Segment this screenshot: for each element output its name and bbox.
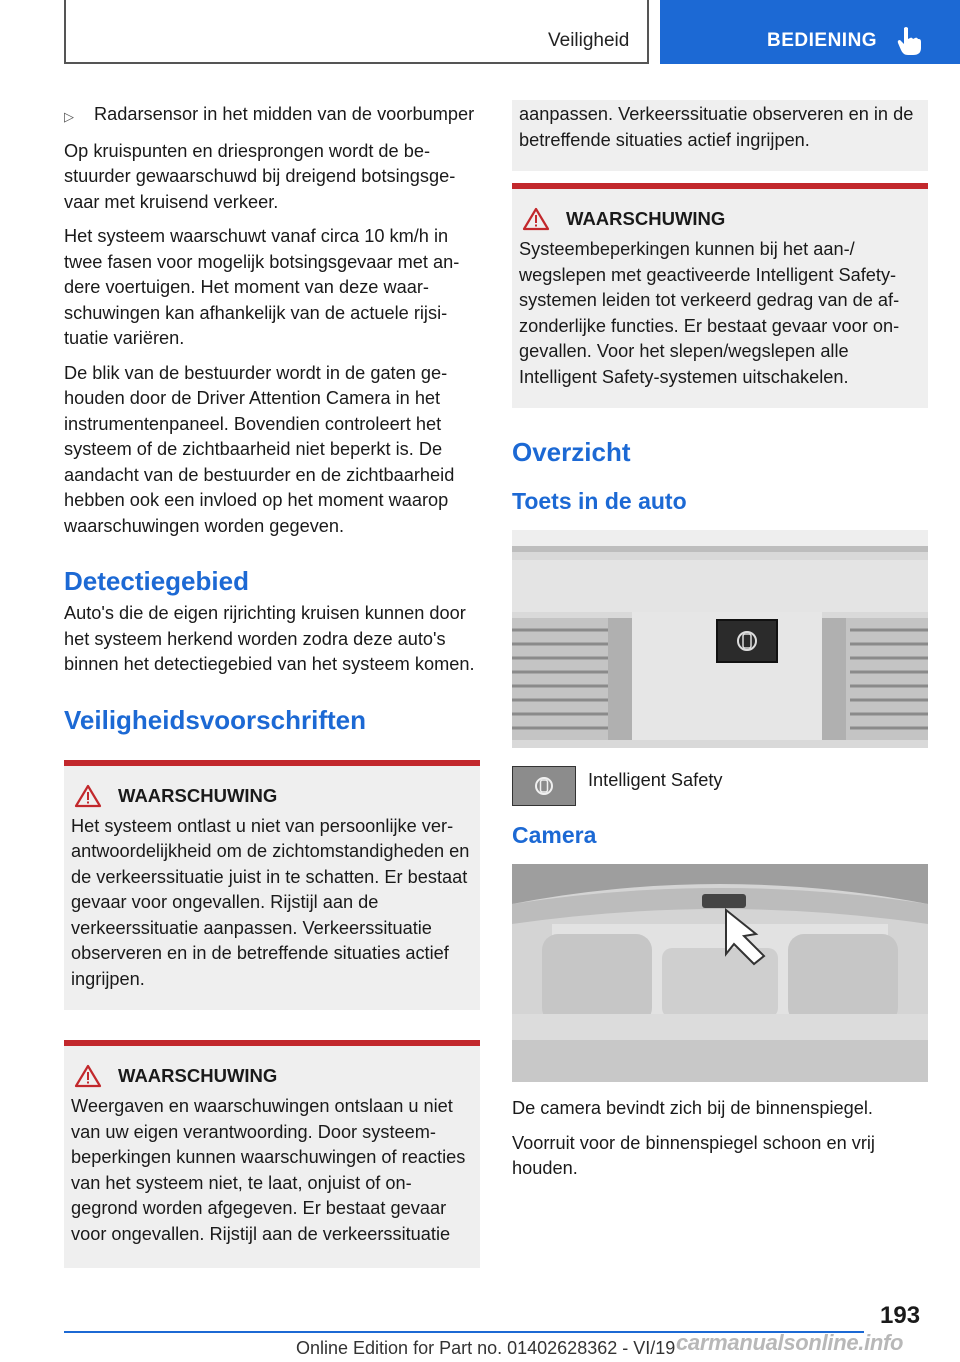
warning-title: WAARSCHUWING	[566, 208, 726, 229]
paragraph-blik: De blik van de bestuurder wordt in de gaten gehouden door de Driver Attention Camera in het instrumentenpaneel. Bovendien controleert het systeem of de zichtbaarheid niet beperkt is. De aandacht van de bestuurder en de zichtbaarheid hebben ook een invloed op het moment waarop waarschuwingen worden gegeven.	[64, 362, 455, 536]
right-column	[512, 102, 928, 1191]
dashboard-vents-illustration	[512, 530, 928, 748]
warning-title: WAARSCHUWING	[118, 1065, 278, 1086]
interior-camera-illustration	[512, 864, 928, 1082]
camera-location-image	[512, 864, 928, 1082]
left-column	[64, 102, 480, 1268]
footer-watermark: carmanualsonline.info	[676, 1330, 904, 1355]
paragraph-kruispunten: Op kruispunten en driesprongen wordt de bestuurder gewaarschuwd bij dreigend botsingsgevaar met kruisend verkeer.	[64, 140, 456, 212]
bullet-item	[64, 102, 480, 130]
dashboard-button-image	[512, 530, 928, 748]
paragraph-camera-location: De camera bevindt zich bij de binnenspiegel.	[512, 1098, 873, 1118]
header-tab-label: BEDIENING	[767, 30, 878, 51]
warning-text: Weergaven en waarschuwingen ontslaan u niet van uw eigen verantwoording. Door systeembeperkingen kunnen waarschuwingen of reacties van het systeem niet, te laat, onjuist of ongegrond worden afgegeven. Er bestaat gevaar voor ongevallen. Rijstijl aan de verkeerssituatie	[71, 1096, 466, 1244]
warning-box-3	[512, 183, 928, 408]
warning-triangle-icon	[522, 207, 550, 231]
paragraph-detectiegebied: Auto's die de eigen rijrichting kruisen kunnen door het systeem herkend worden zodra deze auto's binnen het detectiegebied van het systeem komen.	[64, 603, 475, 674]
page-number: 193	[880, 1302, 921, 1329]
header-tab-bediening[interactable]	[660, 0, 960, 64]
legend-row	[512, 766, 928, 806]
bullet-text: Radarsensor in het midden van de voorbumper	[94, 104, 475, 124]
pointing-hand-icon	[896, 26, 922, 56]
heading-detectiegebied: Detectiegebied	[64, 566, 249, 596]
triangle-bullet-icon: ▷	[64, 109, 74, 124]
warning-header	[519, 207, 918, 231]
paragraph-camera-clean: Voorruit voor de binnenspiegel schoon en vrij houden.	[512, 1132, 875, 1178]
warning-header	[71, 784, 470, 808]
heading-veiligheidsvoorschriften: Veiligheidsvoorschriften	[64, 704, 366, 735]
paragraph-waarschuwt: Het systeem waarschuwt vanaf circa 10 km/h in twee fasen voor mogelijk botsingsgevaar met andere voertuigen. Het moment van deze waarschuwingen kan afhankelijk van de actuele rijsituatie variëren.	[64, 226, 460, 348]
warning-box-2-continued: aanpassen. Verkeerssituatie observeren en in de betreffende situaties actief ingrijpen.	[512, 100, 928, 171]
header-section-title: Veiligheid	[548, 30, 630, 51]
warning-triangle-icon	[74, 1064, 102, 1088]
heading-overzicht: Overzicht	[512, 437, 631, 467]
warning-triangle-icon	[74, 784, 102, 808]
warning-text: Systeembeperkingen kunnen bij het aan-/ wegslepen met geactiveerde Intelligent Safety-systemen leiden tot verkeerd gedrag van de afzonderlijke functies. Er bestaat gevaar voor ongevallen. Voor het slepen/wegslepen alle Intelligent Safety-systemen uitschakelen.	[519, 239, 900, 387]
intelligent-safety-button-icon	[512, 766, 576, 806]
warning-box-2	[64, 1040, 480, 1268]
warning-text: Het systeem ontlast u niet van persoonlijke verantwoordelijkheid om de zichtomstandigheden en de verkeerssituatie juist in te schatten. Er bestaat gevaar voor ongevallen. Rijstijl aan de verkeerssituatie aanpassen. Verkeerssituatie observeren en in de betreffende situaties actief ingrijpen.	[71, 815, 470, 989]
heading-camera: Camera	[512, 822, 597, 848]
warning-box-1	[64, 760, 480, 1011]
warning-title: WAARSCHUWING	[118, 784, 278, 806]
warning-header	[71, 1064, 470, 1088]
heading-toets-in-de-auto: Toets in de auto	[512, 488, 687, 514]
footer-edition: Online Edition for Part no. 01402628362 - VI/19	[296, 1338, 676, 1358]
legend-label: Intelligent Safety	[588, 770, 723, 790]
